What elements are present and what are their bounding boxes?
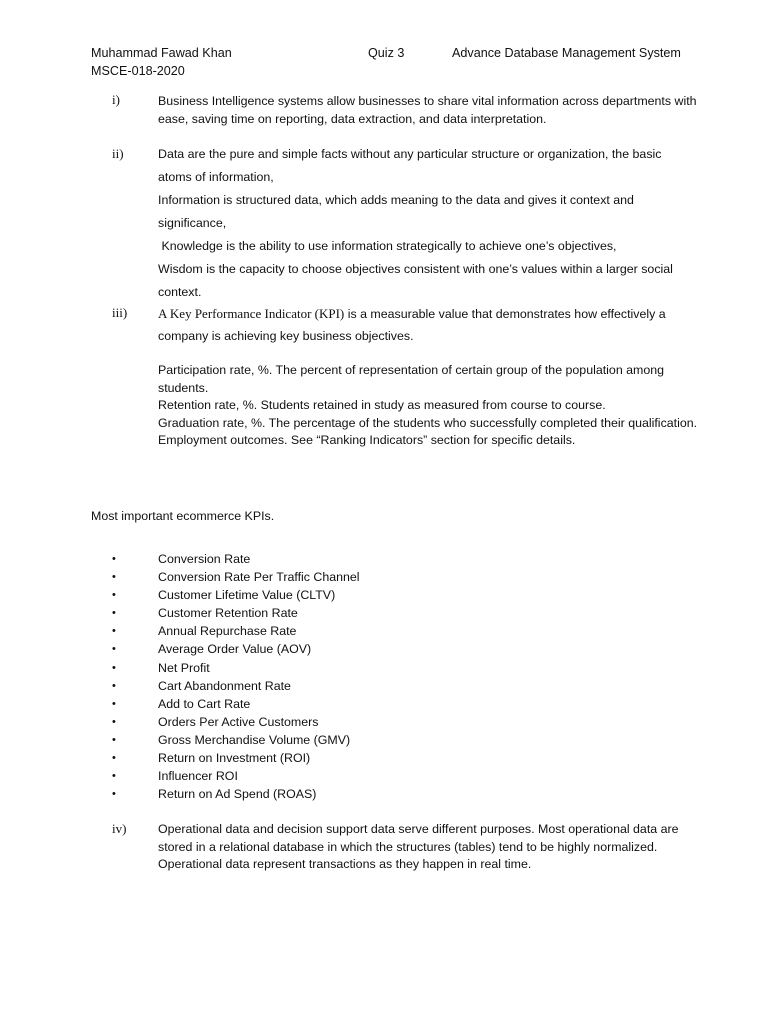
- bullet: •: [112, 770, 116, 783]
- kpi-definition: [158, 303, 698, 347]
- list-item: • Net Profit: [112, 659, 360, 677]
- list-item: • Gross Merchandise Volume (GMV): [112, 731, 360, 749]
- bullet: •: [112, 643, 116, 656]
- list-item: • Orders Per Active Customers: [112, 713, 360, 731]
- section-iv-text: [158, 821, 698, 874]
- list-item: • Return on Ad Spend (ROAS): [112, 785, 360, 803]
- list-item: • Annual Repurchase Rate: [112, 622, 360, 640]
- information-definition: Information is structured data, which adds meaning to the data and gives it context and significance,: [158, 193, 634, 230]
- course-title: Advance Database Management System: [452, 46, 681, 60]
- section-i-text: [158, 92, 698, 128]
- section-number-iii: iii): [112, 305, 128, 320]
- student-id: MSCE-018-2020: [91, 64, 185, 78]
- bullet: •: [112, 733, 116, 746]
- bullet: •: [112, 589, 116, 602]
- retention-rate: Retention rate, %. Students retained in study as measured from course to course.: [158, 398, 606, 412]
- bullet: •: [112, 571, 116, 584]
- bullet: •: [112, 715, 116, 728]
- author-name: Muhammad Fawad Khan: [91, 46, 232, 60]
- bullet: •: [112, 553, 116, 565]
- bullet: •: [112, 679, 116, 692]
- section-number-iv: iv): [112, 821, 127, 836]
- bi-paragraph: Business Intelligence systems allow businesses to share vital information across departments with ease, saving time on reporting, data extraction, and data interpretation.: [158, 94, 697, 126]
- data-definition: Data are the pure and simple facts without any particular structure or organization, the basic atoms of information,: [158, 147, 662, 184]
- operational-data-paragraph: Operational data and decision support data serve different purposes. Most operational data are stored in a relational database in which the structures (tables) tend to be highly normalized.: [158, 822, 679, 854]
- section-ii-text: [158, 143, 698, 304]
- employment-outcomes: Employment outcomes. See “Ranking Indicators” section for specific details.: [158, 433, 576, 447]
- kpi-description: is a measurable value that demonstrates how effectively a company is achieving key business objectives.: [158, 307, 666, 343]
- knowledge-definition: Knowledge is the ability to use information strategically to achieve one’s objectives,: [158, 239, 617, 253]
- bullet: •: [112, 661, 116, 674]
- bullet: •: [112, 607, 116, 620]
- kpi-term: A Key Performance Indicator (KPI): [158, 306, 345, 321]
- bullet: •: [112, 625, 116, 638]
- quiz-label: Quiz 3: [368, 46, 405, 60]
- graduation-rate: Graduation rate, %. The percentage of the students who successfully completed their qualification.: [158, 415, 698, 430]
- list-item: • Average Order Value (AOV): [112, 640, 360, 658]
- list-item: • Add to Cart Rate: [112, 695, 360, 713]
- ecommerce-heading: Most important ecommerce KPIs.: [91, 509, 275, 523]
- list-item: • Return on Investment (ROI): [112, 749, 360, 767]
- list-item: • Customer Retention Rate: [112, 604, 360, 622]
- section-number-ii: ii): [112, 146, 124, 161]
- bullet: •: [112, 752, 116, 765]
- list-item: • Conversion Rate Per Traffic Channel: [112, 568, 360, 586]
- operational-data-realtime: Operational data represent transactions as they happen in real time.: [158, 857, 532, 871]
- bullet: •: [112, 788, 116, 801]
- wisdom-definition: Wisdom is the capacity to choose objectives consistent with one’s values within a larger social context.: [158, 262, 673, 299]
- participation-rate: Participation rate, %. The percent of representation of certain group of the population among students.: [158, 363, 665, 395]
- section-number-i: i): [112, 92, 120, 107]
- list-item: • Cart Abandonment Rate: [112, 677, 360, 695]
- list-item: • Influencer ROI: [112, 767, 360, 785]
- list-item: • Conversion Rate: [112, 550, 360, 568]
- bullet: •: [112, 697, 116, 710]
- ecommerce-kpi-list: [112, 550, 360, 803]
- list-item: • Customer Lifetime Value (CLTV): [112, 586, 360, 604]
- education-kpi-list: [158, 362, 698, 450]
